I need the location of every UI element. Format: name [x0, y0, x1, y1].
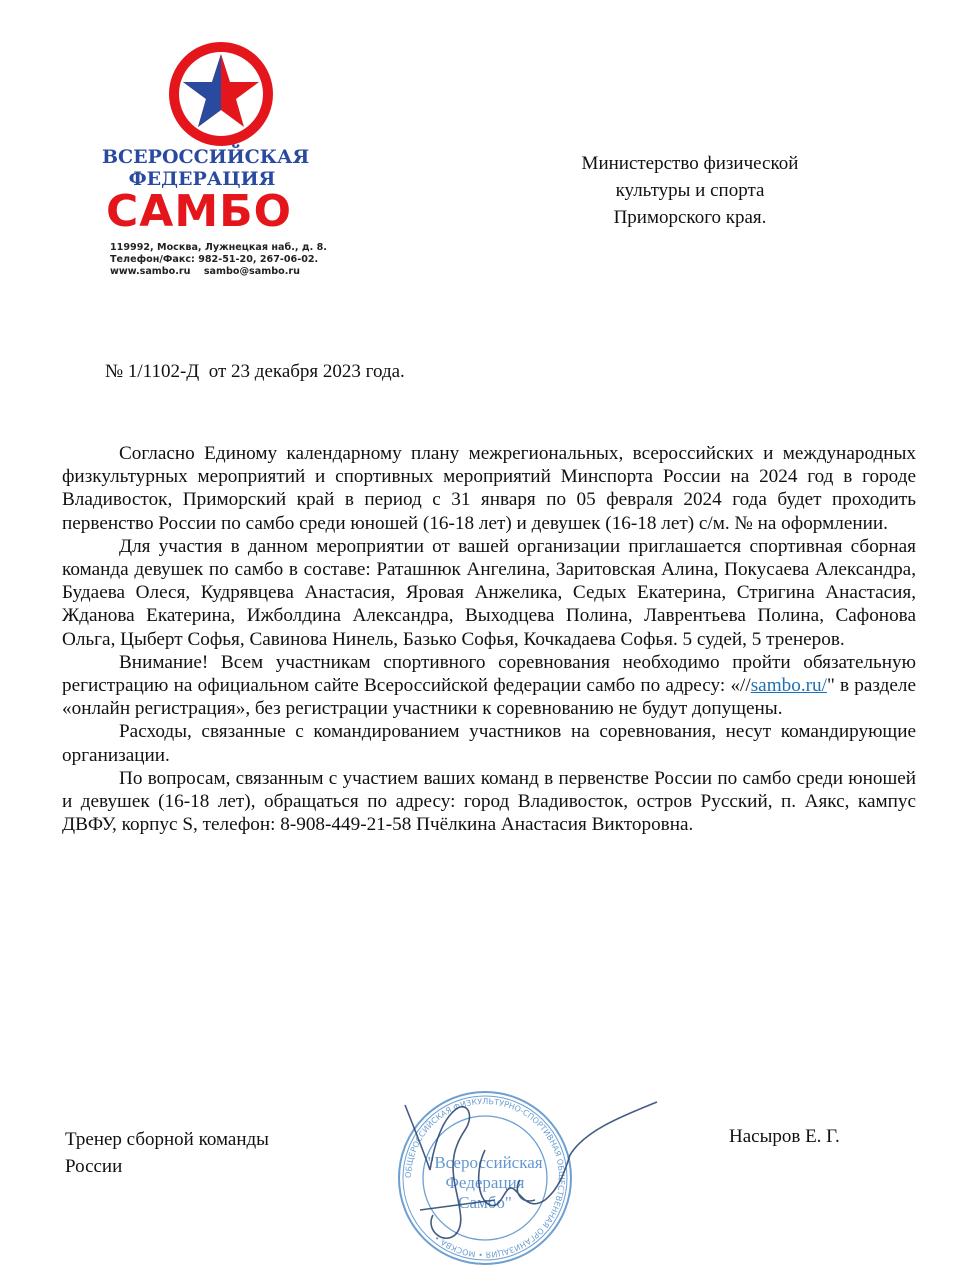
logo-text-sambo: САМБО: [106, 186, 293, 237]
stamp-seal-icon: [395, 1060, 675, 1280]
stamp-center-line: "Всероссийская: [427, 1153, 543, 1172]
addressee-block: [540, 150, 840, 231]
signatory-title-line: России: [65, 1156, 123, 1177]
letterhead-logo: [100, 40, 360, 290]
paragraph-event: Согласно Единому календарному плану межрегиональных, всероссийских и международных физкультурных мероприятий и спортивных мероприятий Минспорта России на 2024 год в городе Владивосток, Приморский край в период с 31 января по 05 февраля 2024 года будет проходить первенство России по самбо среди юношей (16-18 лет) и девушек (16-18 лет) с/м. № на оформлении.: [62, 443, 916, 534]
official-stamp: [395, 1060, 675, 1280]
addressee-line: Министерство физической: [581, 153, 799, 174]
logo-text-line1: ВСЕРОССИЙСКАЯ: [102, 146, 310, 168]
document-reference: № 1/1102-Д от 23 декабря 2023 года.: [105, 361, 405, 382]
stamp-ring-text: ОБЩЕРОССИЙСКАЯ ФИЗКУЛЬТУРНО-СПОРТИВНАЯ ОБЩЕСТВЕННАЯ ОРГАНИЗАЦИЯ • МОСКВА •: [403, 1096, 567, 1260]
web-email-line: www.sambo.ru sambo@sambo.ru: [110, 266, 300, 277]
signatory-title-line: Тренер сборной команды: [65, 1129, 269, 1150]
addressee-line: культуры и спорта: [615, 180, 765, 201]
phone-line: Телефон/Факс: 982-51-20, 267-06-02.: [110, 254, 319, 265]
address-line: 119992, Москва, Лужнецкая наб., д. 8.: [110, 242, 327, 253]
stamp-center-line: Федерация: [445, 1173, 525, 1192]
stamp-center-line: Самбо": [458, 1193, 512, 1212]
paragraph-team: Для участия в данном мероприятии от вашей организации приглашается спортивная сборная команда девушек по самбо в составе: Раташнюк Ангелина, Заритовская Алина, Покусаева Александра, Будаева Олеся, Кудрявцева Анастасия, Яровая Анжелика, Седых Екатерина, Стригина Анастасия, Жданова Екатерина, Ижболдина Александра, Выходцева Полина, Лаврентьева Полина, Сафонова Ольга, Цыберт Софья, Савинова Нинель, Базько Софья, Кочкадаева Софья. 5 судей, 5 тренеров.: [62, 535, 916, 650]
logo-text-line2: ФЕДЕРАЦИЯ: [128, 168, 276, 190]
sambo-link[interactable]: sambo.ru/: [750, 675, 827, 697]
paragraph-registration: [62, 651, 916, 721]
registration-text: Внимание! Всем участникам спортивного соревнования необходимо пройти обязательную регистрацию на официальном сайте Всероссийской федерации самбо по адресу: «//: [62, 651, 916, 697]
star-emblem-icon: [148, 40, 298, 150]
registration-text-end: " в разделе «онлайн регистрация», без регистрации участники к соревнованию не будут допущены.: [62, 675, 916, 720]
letter-body: [62, 442, 916, 836]
paragraph-contacts: По вопросам, связанным с участием ваших команд в первенстве России по самбо среди юношей и девушек (16-18 лет), обращаться по адресу: город Владивосток, остров Русский, п. Аякс, кампус ДВФУ, корпус S, телефон: 8-908-449-21-58 Пчёлкина Анастасия Викторовна.: [62, 767, 916, 836]
letterhead-address: [110, 242, 327, 278]
paragraph-expenses: Расходы, связанные с командированием участников на соревнования, несут командирующие организации.: [62, 721, 916, 766]
signatory-name: Насыров Е. Г.: [729, 1126, 840, 1147]
addressee-line: Приморского края.: [613, 207, 767, 228]
signatory-title: [65, 1126, 269, 1180]
